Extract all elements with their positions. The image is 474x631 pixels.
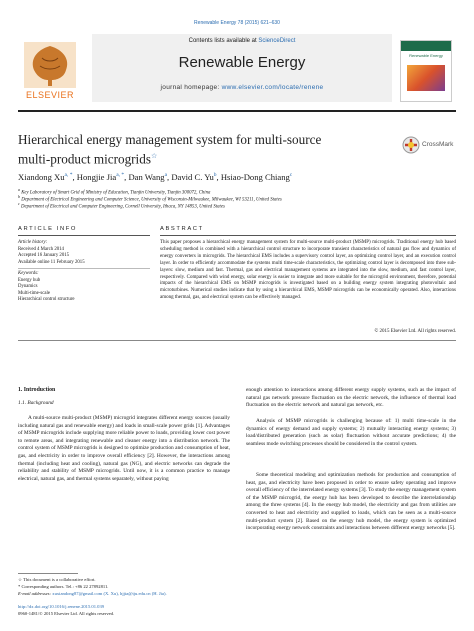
title-line-2: multi-product microgrids — [18, 151, 151, 167]
footnote-rule — [18, 573, 78, 574]
footnote: * Corresponding authors. Tel.: +86 22 27892811. — [18, 584, 109, 589]
email-links[interactable]: xuxiandong87@gmail.com (X. Xu), hjjia@tju.edu.cn (H. Jia). — [52, 591, 167, 596]
abstract-heading: ABSTRACT — [160, 226, 204, 232]
keyword: Energy hub — [18, 277, 41, 283]
abstract-rule — [160, 235, 456, 236]
publisher-name: ELSEVIER — [25, 90, 75, 100]
author-affiliation-mark[interactable]: a, * — [64, 172, 73, 179]
journal-banner — [92, 34, 392, 102]
paper-title — [18, 132, 388, 167]
author-name: Hongjie Jia — [76, 172, 117, 182]
contents-prefix: Contents lists available at — [188, 38, 259, 44]
title-footnote-mark[interactable]: ☆ — [150, 152, 158, 160]
section-heading: 1. Introduction — [18, 387, 56, 393]
abstract-bottom-rule — [18, 340, 456, 341]
received-date: Received 4 March 2014 — [18, 246, 64, 252]
author — [18, 172, 73, 182]
author — [128, 172, 167, 182]
journal-homepage — [92, 84, 392, 91]
issn-line: 0960-1481/© 2015 Elsevier Ltd. All rights reserved. — [18, 611, 115, 616]
article-info-heading: ARTICLE INFO — [18, 226, 78, 232]
article-info-rule — [18, 235, 150, 236]
keywords-label: Keywords: — [18, 271, 39, 276]
author-affiliation-mark[interactable]: b — [213, 172, 217, 179]
author — [221, 172, 292, 182]
header-rule — [18, 110, 456, 112]
article-history — [18, 240, 150, 266]
keyword: Multi-time-scale — [18, 290, 50, 296]
doi-link[interactable]: http://dx.doi.org/10.1016/j.renene.2015.01.039 — [18, 604, 105, 609]
subsection-heading: 1.1. Background — [18, 400, 54, 406]
elsevier-logo — [18, 40, 82, 102]
affiliation-mark: b — [18, 194, 20, 199]
title-line-1: Hierarchical energy management system for multi-source — [18, 132, 322, 147]
keywords-rule — [18, 268, 150, 269]
abstract-text: This paper proposes a hierarchical energy management system for multi-source multi-product (MSMP) microgrids. Traditional energy hub based scheduling method is combined with a hierarchical control structure to incorporate transient characteristics of natural gas flow and dynamics of energy converters in microgrids. The hierarchical EMS includes a supervisory control layer, an optimizing control layer, and an execution control layer. In order to efficiently accommodate the systems multi time-scale characteristics, the optimizing control layer is decomposed into three sub-layers: slow, medium and fast. Thermal, gas and electrical management systems are integrated into the slow, medium, and fast control layer, respectively. Compared with wind energy, solar energy is easier to integrate and more suitable for the microgrid environment, therefore, potential impacts of the hierarchical EMS on MSMP microgrids is investigated based on a building energy system integrating photovoltaic and microturbines. Numerical studies indicate that by using a hierarchical EMS, MSMP microgrids can be economically operated. Also, interactions among thermal, gas, and electrical system can be effectively managed. — [160, 240, 456, 301]
affiliation-text: Department of Electrical and Computer Engineering, Cornell University, Ithaca, NY 14853, United States — [20, 204, 225, 210]
author — [171, 172, 216, 182]
author — [77, 172, 124, 182]
keyword: Dynamics — [18, 284, 38, 289]
author-name: Hsiao-Dong Chiang — [220, 172, 290, 182]
cover-image — [407, 65, 445, 91]
affiliation-mark: a — [18, 187, 20, 192]
homepage-label: journal homepage: — [160, 84, 222, 91]
body-paragraph: A multi-source multi-product (MSMP) microgrid integrates different energy sources (usually including natural gas and renewable energy) and loads in small-scale power grids [1]. Advantages of MSMP microgrids include supplying more reliable power to loads, providing lower cost power to remote areas, and integrating renewable and cleaner energy into a distribution network. The control system of MSMP microgrids is designed to optimize production and consumption of heat, gas, and electricity in order to improve overall efficiency [2]. However, the interactions among thermal (including heat and cooling), natural gas (NG), and electric networks can degrade the reliability and stability of MSMP microgrids. Until now, it is a common practice to manage electrical, natural gas, and thermal systems separately, without paying — [18, 415, 230, 482]
body-paragraph: Analysis of MSMP microgrids is challenging because of: 1) multi time-scale in the dynamics of energy demand and supply systems; 2) mutually interacting energy systems; 3) load/distributed generation (such as solar) fluctuation without accurate predictions; 4) the seamless mode switching processes should be considered in the control system. — [246, 418, 456, 447]
sciencedirect-link[interactable]: ScienceDirect — [258, 38, 296, 44]
contents-line — [92, 38, 392, 44]
accepted-date: Accepted 16 January 2015 — [18, 253, 70, 258]
journal-cover — [400, 40, 452, 102]
journal-title: Renewable Energy — [178, 54, 306, 71]
crossmark-icon — [402, 136, 420, 154]
affiliation-mark: c — [18, 201, 20, 206]
affiliation-text: Department of Electrical Engineering and Computer Science, University of Wisconsin-Milwaukee, Milwaukee, WI 53211, United States — [21, 197, 282, 203]
cover-bar — [401, 41, 451, 51]
affiliation — [18, 197, 458, 211]
crossmark-label: CrossMark — [422, 141, 454, 148]
keyword: Hierarchical control structure — [18, 297, 75, 302]
author-list: Xiandong $Xu^{a, *}$, Hongjie Jia$^{a, *}$, Dan Wang$^a$, David C. Yu$^b$, Hsiao-Dong Chiang$^c$ — [18, 172, 293, 182]
crossmark-badge[interactable] — [402, 136, 464, 156]
author-name: Xiandong Xu — [18, 172, 65, 182]
footnote: ☆ This document is a collaborative effort. — [18, 577, 96, 582]
body-paragraph: enough attention to interactions among different energy supply systems, such as the impact of natural gas network pressure fluctuation on the electric network, the influence of thermal load fluctuation on the electric network and natural gas network, etc. — [246, 387, 456, 409]
abstract-copyright: © 2015 Elsevier Ltd. All rights reserved. — [374, 329, 456, 334]
affiliation-text: Key Laboratory of Smart Grid of Ministry of Education, Tianjin University, Tianjin 300072, China — [21, 190, 211, 196]
history-label: Article history: — [18, 240, 48, 245]
body-paragraph: Some theoretical modeling and optimization methods for production and consumption of heat, gas, and electricity have been proposed in order to ensure safety operating and improve overall efficiency of the interrelated energy systems [3]. To study the energy management system of the MSMP microgrid, the energy hub has been developed to describe the interrelationship among the three systems [4]. In the energy hub model, the electricity and gas from utilities are converted to heat and electricity and supplied to loads, which can be seen as a multi-source multi-product system [2]. Based on the energy hub model, the energy system is optimized incorporating energy network constraints and interactions between different energy networks [5]. — [246, 472, 456, 532]
homepage-link[interactable]: www.elsevier.com/locate/renene — [221, 84, 324, 91]
online-date: Available online 11 February 2015 — [18, 259, 85, 265]
email-label: E-mail addresses: — [18, 591, 53, 596]
author-affiliation-mark[interactable]: a — [164, 172, 168, 179]
keywords-block — [18, 271, 150, 304]
author-affiliation-mark[interactable]: c — [289, 172, 293, 179]
footnote — [18, 591, 228, 597]
author-name: David C. Yu — [171, 172, 214, 182]
author-name: Dan Wang — [128, 172, 165, 182]
running-head[interactable]: Renewable Energy 78 (2015) 621–630 — [194, 20, 280, 26]
author-affiliation-mark[interactable]: a, * — [116, 172, 125, 179]
cover-title: Renewable Energy — [409, 53, 443, 58]
